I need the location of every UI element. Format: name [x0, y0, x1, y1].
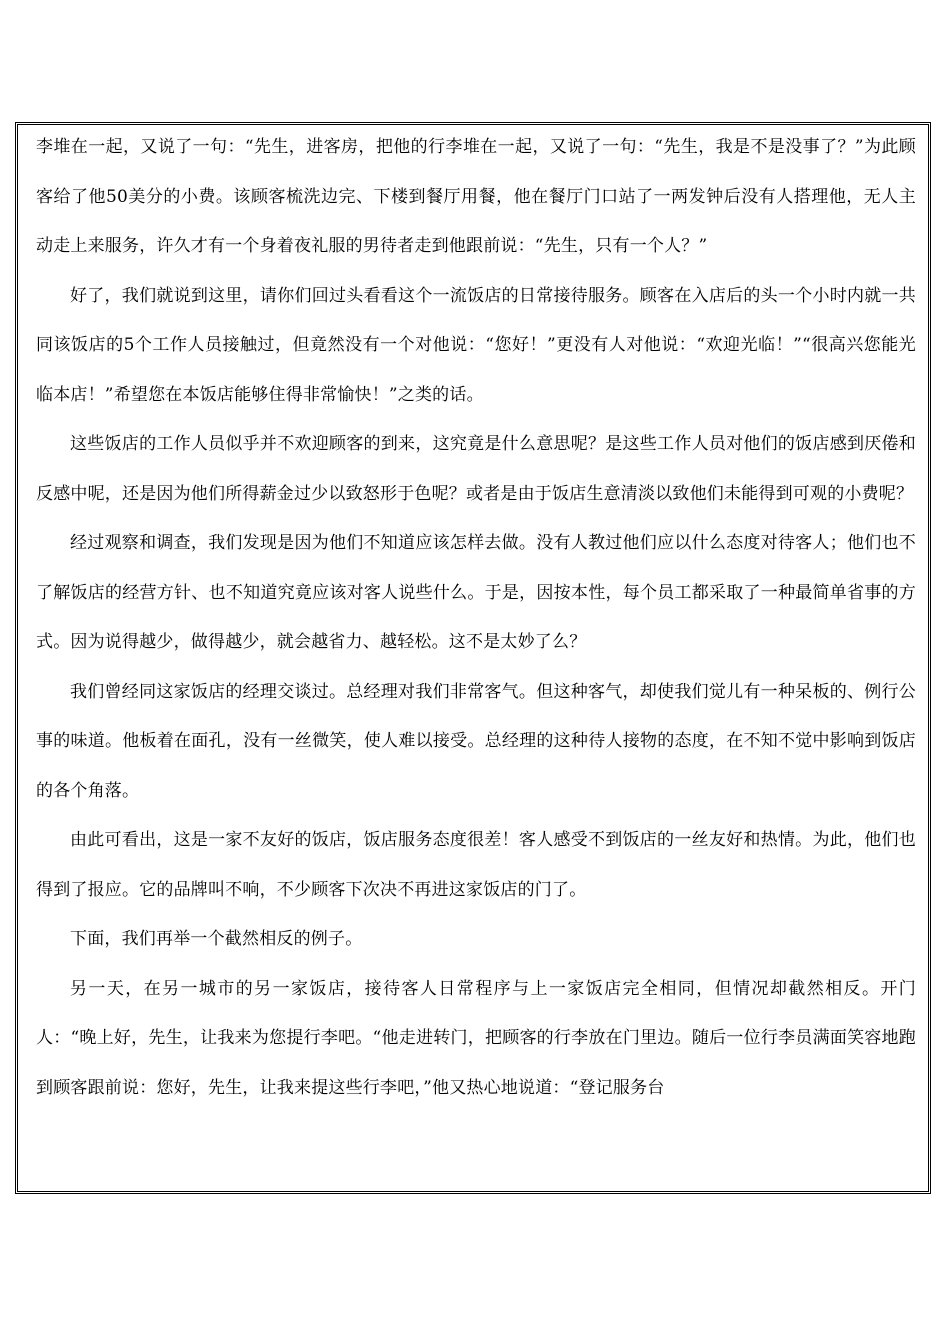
paragraph: 好了，我们就说到这里，请你们回过头看看这个一流饭店的日常接待服务。顾客在入店后的头一个小时内就一共同该饭店的5个工作人员接触过，但竟然没有一个对他说：“您好！”更没有人对他说：“欢迎光临！”“很高兴您能光临本店！”希望您在本饭店能够住得非常愉快！”之类的话。 — [36, 285, 916, 405]
paragraph: 经过观察和调查，我们发现是因为他们不知道应该怎样去做。没有人教过他们应以什么态度对待客人；他们也不了解饭店的经营方针、也不知道究竟应该对客人说些什么。于是，因按本性，每个员工都采取了一种最简单省事的方式。因为说得越少，做得越少，就会越省力、越轻松。这不是太妙了么？ — [36, 533, 916, 652]
document-body — [36, 123, 916, 1113]
paragraph: 李堆在一起，又说了一句：“先生，进客房，把他的行李堆在一起，又说了一句：“先生，我是不是没事了？”为此顾客给了他50美分的小费。该顾客梳洗边完、下楼到餐厅用餐，他在餐厅门口站了一两发钟后没有人搭理他，无人主动走上来服务，许久才有一个身着夜礼服的男待者走到他跟前说：“先生，只有一个人？” — [36, 137, 916, 256]
paragraph: 由此可看出，这是一家不友好的饭店，饭店服务态度很差！客人感受不到饭店的一丝友好和热情。为此，他们也得到了报应。它的品牌叫不响，不少顾客下次决不再进这家饭店的门了。 — [36, 830, 916, 900]
paragraph: 这些饭店的工作人员似乎并不欢迎顾客的到来，这究竟是什么意思呢？是这些工作人员对他们的饭店感到厌倦和反感中呢，还是因为他们所得薪金过少以致怒形于色呢？或者是由于饭店生意清淡以致他们未能得到可观的小费呢？ — [36, 434, 916, 504]
paragraph: 下面，我们再举一个截然相反的例子。 — [70, 929, 363, 949]
paragraph: 我们曾经同这家饭店的经理交谈过。总经理对我们非常客气。但这种客气，却使我们觉儿有一种呆板的、例行公事的味道。他板着在面孔，没有一丝微笑，使人难以接受。总经理的这种待人接物的态度，在不知不觉中影响到饭店的各个角落。 — [36, 681, 916, 801]
paragraph: 另一天，在另一城市的另一家饭店，接待客人日常程序与上一家饭店完全相同，但情况却截然相反。开门人：“晚上好，先生，让我来为您提行李吧。“他走进转门，把顾客的行李放在门里边。随后一位行李员满面笑容地跑到顾客跟前说：您好，先生，让我来提这些行李吧，”他又热心地说道：“登记服务台 — [36, 978, 916, 1098]
